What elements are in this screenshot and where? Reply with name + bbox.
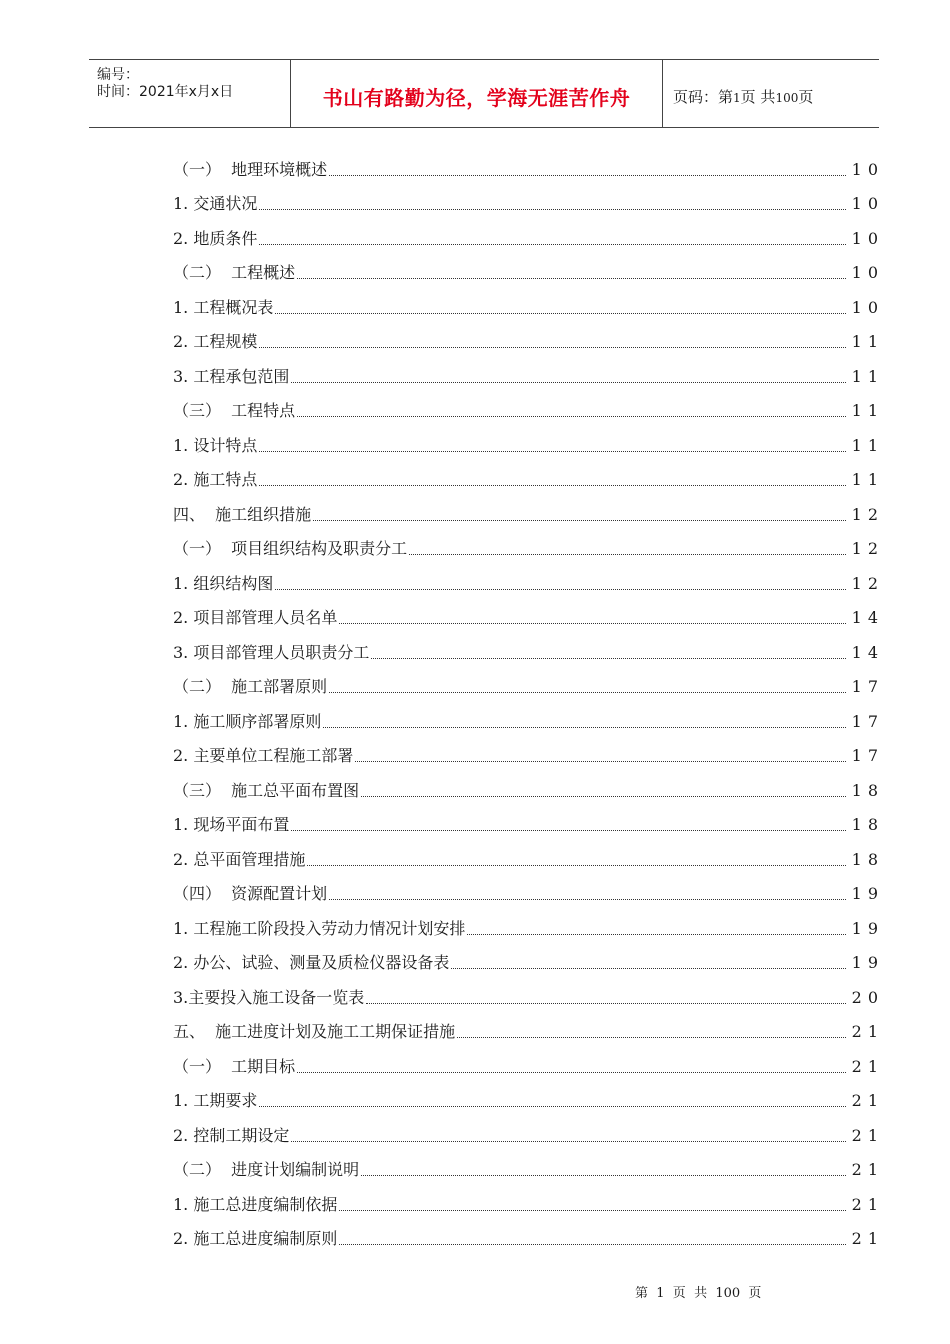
toc-entry-page: 21 <box>851 1056 884 1076</box>
toc-entry-title: 1. 工程概况表 <box>173 297 274 317</box>
toc-entry[interactable] <box>173 180 884 215</box>
toc-entry[interactable] <box>173 318 884 353</box>
header-motto-cell <box>291 60 663 127</box>
toc-entry[interactable] <box>173 421 884 456</box>
toc-entry-title: 2. 施工特点 <box>173 470 258 489</box>
toc-entry[interactable] <box>173 1111 884 1146</box>
toc-entry-title: 2. 施工总进度编制原则 <box>173 1229 338 1248</box>
toc-entry-page: 12 <box>851 573 884 593</box>
toc-entry-page: 21 <box>851 1194 884 1214</box>
toc-entry-page: 19 <box>851 918 884 938</box>
toc-entry-title: 2. 总平面管理措施 <box>173 849 306 869</box>
toc-entry-title: （一） 工期目标 <box>173 1056 296 1076</box>
toc-entry-page: 17 <box>851 746 884 765</box>
toc-entry[interactable] <box>173 352 884 387</box>
toc-entry-title: （一） 地理环境概述 <box>173 159 328 179</box>
toc-leader-dots <box>451 967 846 969</box>
toc-entry[interactable] <box>173 904 884 939</box>
toc-leader-dots <box>361 1174 846 1176</box>
document-date-label: 时间：2021年x月x日 <box>97 84 234 100</box>
toc-leader-dots <box>297 277 846 279</box>
toc-leader-dots <box>291 381 846 383</box>
toc-entry-title: 2. 主要单位工程施工部署 <box>173 746 354 765</box>
page-total: 100 <box>775 91 799 105</box>
toc-entry-title: 3. 工程承包范围 <box>173 366 290 386</box>
toc-entry-title: （二） 工程概述 <box>173 263 296 282</box>
toc-entry-title: 2. 控制工期设定 <box>173 1125 290 1145</box>
header-page-info <box>673 86 813 107</box>
toc-leader-dots <box>339 1209 846 1211</box>
toc-entry-page: 14 <box>851 608 884 627</box>
toc-entry[interactable] <box>173 973 884 1008</box>
toc-entry-title: 1. 工程施工阶段投入劳动力情况计划安排 <box>173 918 466 938</box>
toc-leader-dots <box>307 864 846 866</box>
toc-entry-page: 21 <box>851 1160 884 1179</box>
header-page-cell <box>663 60 879 127</box>
toc-entry[interactable] <box>173 525 884 560</box>
page-header <box>89 59 879 128</box>
toc-entry-title: 2. 地质条件 <box>173 228 258 248</box>
page-number: 1 <box>733 91 741 105</box>
toc-entry[interactable] <box>173 387 884 422</box>
toc-entry[interactable] <box>173 870 884 905</box>
toc-entry-page: 17 <box>851 711 884 731</box>
page-middle: 页 共 <box>740 88 776 106</box>
toc-entry[interactable] <box>173 249 884 284</box>
toc-entry[interactable] <box>173 594 884 629</box>
toc-leader-dots <box>457 1036 846 1038</box>
toc-entry[interactable] <box>173 939 884 974</box>
toc-entry-title: 四、 施工组织措施 <box>173 504 312 524</box>
toc-leader-dots <box>361 795 846 797</box>
toc-entry[interactable] <box>173 559 884 594</box>
toc-entry[interactable] <box>173 145 884 180</box>
toc-entry-title: 3.主要投入施工设备一览表 <box>173 987 365 1007</box>
toc-entry-title: （二） 施工部署原则 <box>173 677 328 696</box>
toc-entry-page: 20 <box>851 987 884 1007</box>
toc-entry-title: 五、 施工进度计划及施工工期保证措施 <box>173 1022 456 1041</box>
toc-entry-page: 21 <box>851 1125 884 1145</box>
toc-entry-page: 11 <box>851 401 884 420</box>
toc-entry[interactable] <box>173 1042 884 1077</box>
toc-entry[interactable] <box>173 1008 884 1043</box>
toc-entry-page: 11 <box>851 470 884 489</box>
toc-entry-title: 3. 项目部管理人员职责分工 <box>173 642 370 662</box>
toc-entry[interactable] <box>173 732 884 767</box>
toc-entry-page: 21 <box>851 1022 884 1041</box>
toc-leader-dots <box>259 208 846 210</box>
toc-entry-page: 11 <box>851 366 884 386</box>
toc-entry-title: （三） 工程特点 <box>173 401 296 420</box>
page-footer: 第 1 页 共 100 页 <box>635 1286 762 1301</box>
toc-leader-dots <box>259 484 846 486</box>
toc-entry-page: 19 <box>851 953 884 972</box>
toc-leader-dots <box>339 622 846 624</box>
toc-leader-dots <box>291 829 846 831</box>
toc-leader-dots <box>329 174 846 176</box>
toc-entry[interactable] <box>173 801 884 836</box>
toc-leader-dots <box>291 1140 846 1142</box>
toc-entry-title: （一） 项目组织结构及职责分工 <box>173 539 408 558</box>
toc-leader-dots <box>371 657 846 659</box>
toc-entry-page: 10 <box>851 159 884 179</box>
toc-entry-title: 2. 项目部管理人员名单 <box>173 608 338 627</box>
toc-entry-title: 1. 组织结构图 <box>173 573 274 593</box>
document-number-label: 编号： <box>97 67 139 83</box>
toc-entry[interactable] <box>173 1146 884 1181</box>
toc-entry-page: 10 <box>851 263 884 282</box>
toc-entry[interactable] <box>173 1077 884 1112</box>
toc-entry-title: （四） 资源配置计划 <box>173 884 328 903</box>
toc-entry-title: 1. 现场平面布置 <box>173 815 290 834</box>
toc-entry-page: 14 <box>851 642 884 662</box>
toc-entry-page: 11 <box>851 332 884 351</box>
toc-entry-page: 11 <box>851 435 884 455</box>
toc-leader-dots <box>259 346 846 348</box>
toc-entry[interactable] <box>173 214 884 249</box>
toc-leader-dots <box>259 450 846 452</box>
toc-entry-page: 10 <box>851 194 884 213</box>
table-of-contents <box>173 145 884 1249</box>
toc-leader-dots <box>259 1105 846 1107</box>
toc-entry-title: 1. 施工顺序部署原则 <box>173 711 322 731</box>
toc-entry[interactable] <box>173 490 884 525</box>
toc-entry[interactable] <box>173 697 884 732</box>
toc-entry-page: 12 <box>851 504 884 524</box>
toc-entry-page: 10 <box>851 297 884 317</box>
toc-leader-dots <box>297 415 846 417</box>
toc-leader-dots <box>323 726 846 728</box>
toc-entry-page: 18 <box>851 780 884 800</box>
toc-entry[interactable] <box>173 283 884 318</box>
toc-entry-page: 21 <box>851 1229 884 1248</box>
toc-entry[interactable] <box>173 456 884 491</box>
toc-entry-page: 18 <box>851 815 884 834</box>
toc-entry-title: （二） 进度计划编制说明 <box>173 1160 360 1179</box>
toc-entry-title: （三） 施工总平面布置图 <box>173 780 360 800</box>
toc-leader-dots <box>339 1243 846 1245</box>
toc-leader-dots <box>275 312 846 314</box>
toc-entry-page: 17 <box>851 677 884 696</box>
toc-entry-title: 1. 工期要求 <box>173 1091 258 1110</box>
toc-leader-dots <box>313 519 846 521</box>
page-prefix: 页码：第 <box>673 88 734 106</box>
toc-entry-title: 1. 施工总进度编制依据 <box>173 1194 338 1214</box>
header-info-cell <box>89 60 291 127</box>
toc-leader-dots <box>467 933 846 935</box>
toc-entry[interactable] <box>173 835 884 870</box>
toc-entry[interactable] <box>173 766 884 801</box>
toc-entry-page: 18 <box>851 849 884 869</box>
toc-leader-dots <box>297 1071 846 1073</box>
toc-leader-dots <box>409 553 846 555</box>
page-end: 页 <box>798 88 814 106</box>
toc-leader-dots <box>366 1002 846 1004</box>
toc-entry[interactable] <box>173 663 884 698</box>
header-motto: 书山有路勤为径，学海无涯苦作舟 <box>322 86 631 110</box>
toc-entry[interactable] <box>173 1180 884 1215</box>
toc-entry-page: 19 <box>851 884 884 903</box>
toc-leader-dots <box>329 898 846 900</box>
toc-entry-title: 2. 办公、试验、测量及质检仪器设备表 <box>173 953 450 972</box>
toc-entry-page: 10 <box>851 228 884 248</box>
toc-leader-dots <box>275 588 846 590</box>
toc-leader-dots <box>355 760 846 762</box>
toc-entry[interactable] <box>173 628 884 663</box>
toc-leader-dots <box>329 691 846 693</box>
toc-leader-dots <box>259 243 846 245</box>
toc-entry-title: 1. 设计特点 <box>173 435 258 455</box>
toc-entry-title: 1. 交通状况 <box>173 194 258 213</box>
toc-entry-title: 2. 工程规模 <box>173 332 258 351</box>
toc-entry[interactable] <box>173 1215 884 1250</box>
toc-entry-page: 12 <box>851 539 884 558</box>
toc-entry-page: 21 <box>851 1091 884 1110</box>
